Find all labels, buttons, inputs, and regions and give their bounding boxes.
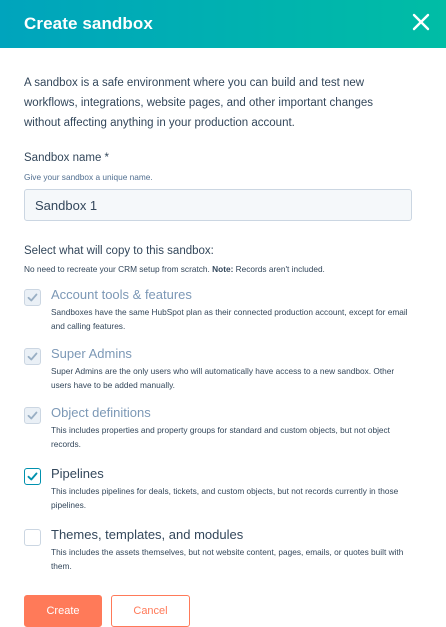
super-admins-checkbox[interactable] (24, 348, 41, 365)
dialog-title: Create sandbox (24, 14, 153, 33)
themes-templates-modules-checkbox[interactable] (24, 529, 41, 546)
dialog-header (0, 0, 446, 48)
checkmark-icon (27, 410, 38, 421)
copy-section-help (24, 264, 325, 274)
super-admins-description: Super Admins are the only users who will automatically have access to a new sandbox. Other users have to be added manually. (51, 366, 395, 390)
account-tools-checkbox[interactable] (24, 289, 41, 306)
checkmark-icon (27, 292, 38, 303)
super-admins-title: Super Admins (51, 346, 132, 361)
sandbox-name-label: Sandbox name * (24, 152, 110, 164)
copy-help-suffix: Records aren't included. (233, 264, 325, 274)
copy-help-prefix: No need to recreate your CRM setup from scratch. (24, 264, 213, 274)
checkmark-icon (27, 351, 38, 362)
intro-text: A sandbox is a safe environment where you can build and test new workflows, integrations, website pages, and other important changes without affecting anything in your production account. (24, 77, 374, 129)
copy-help-note-label: Note: (212, 264, 234, 274)
sandbox-name-help: Give your sandbox a unique name. (24, 172, 153, 182)
object-definitions-checkbox[interactable] (24, 407, 41, 424)
account-tools-title: Account tools & features (51, 287, 192, 302)
themes-templates-modules-title: Themes, templates, and modules (51, 527, 244, 542)
pipelines-title: Pipelines (51, 466, 104, 481)
themes-templates-modules-description: This includes the assets themselves, but not website content, pages, emails, or quotes built with them. (51, 547, 404, 571)
cancel-button[interactable]: Cancel (111, 595, 190, 627)
object-definitions-description: This includes properties and property groups for standard and custom objects, but not object records. (51, 425, 390, 449)
object-definitions-title: Object definitions (51, 405, 151, 420)
account-tools-description: Sandboxes have the same HubSpot plan as their connected production account, except for email and calling features. (51, 307, 408, 331)
copy-section-title: Select what will copy to this sandbox: (24, 245, 214, 257)
create-button[interactable]: Create (24, 595, 102, 627)
checkmark-icon (27, 471, 38, 482)
sandbox-name-input[interactable] (24, 189, 412, 221)
pipelines-description: This includes pipelines for deals, tickets, and custom objects, but not records currently in those pipelines. (51, 486, 399, 510)
close-icon[interactable] (410, 11, 432, 33)
pipelines-checkbox[interactable] (24, 468, 41, 485)
